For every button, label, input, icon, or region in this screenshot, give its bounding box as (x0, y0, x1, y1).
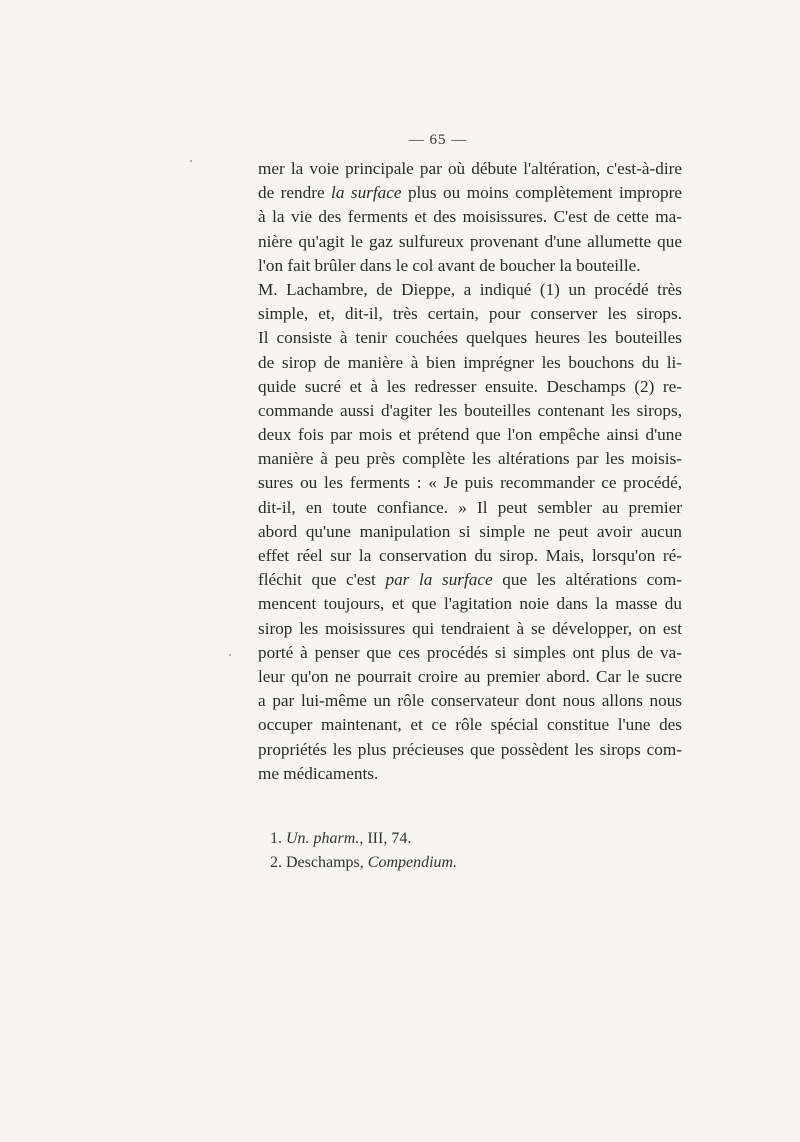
italic-segment: par la surface (385, 570, 493, 590)
footnote-number: 2. (270, 854, 282, 871)
text-line (258, 568, 682, 592)
footnote-source: Compendium. (367, 854, 458, 871)
text-line: deux fois par mois et prétend que l'on empêche ainsi d'une (258, 425, 682, 445)
paper-speck (229, 654, 231, 656)
text-line: abord qu'une manipulation si simple ne peut avoir aucun (258, 521, 682, 541)
text-line: mer la voie principale par où débute l'altération, c'est-à-dire (258, 159, 682, 178)
body-text (258, 157, 682, 786)
paper-speck (190, 160, 192, 162)
text-line: à la vie des ferments et des moisissures. C'est de cette ma- (258, 207, 682, 227)
text-line: porté à penser que ces procédés si simples ont plus de va- (258, 642, 682, 662)
text-segment: que les altérations com- (492, 570, 682, 590)
text-line: commande aussi d'agiter les bouteilles contenant les sirops, (258, 400, 682, 420)
text-line: simple, et, dit-il, très certain, pour conserver les sirops. (258, 304, 682, 324)
text-line: dit-il, en toute confiance. » Il peut sembler au premier (258, 497, 682, 517)
text-line: a par lui-même un rôle conservateur dont nous allons nous (258, 691, 682, 711)
text-segment: plus ou moins complètement impropre (401, 183, 682, 203)
italic-segment: la surface (331, 183, 402, 203)
text-line: l'on fait brûler dans le col avant de boucher la bouteille. (258, 255, 641, 275)
text-line: effet réel sur la conservation du sirop. Mais, lorsqu'on ré- (258, 546, 682, 565)
footnotes (270, 827, 670, 875)
footnote-text: Deschamps, (286, 854, 368, 871)
text-line (258, 181, 682, 205)
text-line: me médicaments. (258, 763, 379, 783)
text-line: manière à peu près complète les altérations par les moisis- (258, 449, 682, 469)
text-segment: de rendre (258, 183, 332, 203)
text-line: de sirop de manière à bien imprégner les bouchons du li- (258, 352, 682, 372)
text-line: Il consiste à tenir couchées quelques heures les bouteilles (258, 328, 682, 348)
text-segment: fléchit que c'est (258, 570, 386, 590)
footnote-text: , III, 74. (359, 830, 412, 847)
text-line: nière qu'agit le gaz sulfureux provenant d'une allumette que (258, 231, 682, 251)
text-line: M. Lachambre, de Dieppe, a indiqué (1) un procédé très (258, 279, 682, 299)
text-line: propriétés les plus précieuses que possèdent les sirops com- (258, 739, 682, 759)
footnote-number: 1. (270, 830, 282, 847)
page-number: — 65 — (408, 132, 468, 148)
text-line: occuper maintenant, et ce rôle spécial constitue l'une des (258, 715, 682, 735)
footnote-source: Un. pharm. (286, 830, 360, 847)
text-line: sures ou les ferments : « Je puis recommander ce procédé, (258, 473, 682, 493)
footnote (270, 827, 670, 851)
footnote (270, 851, 670, 875)
text-line: sirop les moisissures qui tendraient à se développer, on est (258, 618, 682, 638)
text-line: quide sucré et à les redresser ensuite. Deschamps (2) re- (258, 376, 682, 396)
text-line: mencent toujours, et que l'agitation noie dans la masse du (258, 594, 682, 614)
text-line: leur qu'on ne pourrait croire au premier abord. Car le sucre (258, 666, 682, 686)
